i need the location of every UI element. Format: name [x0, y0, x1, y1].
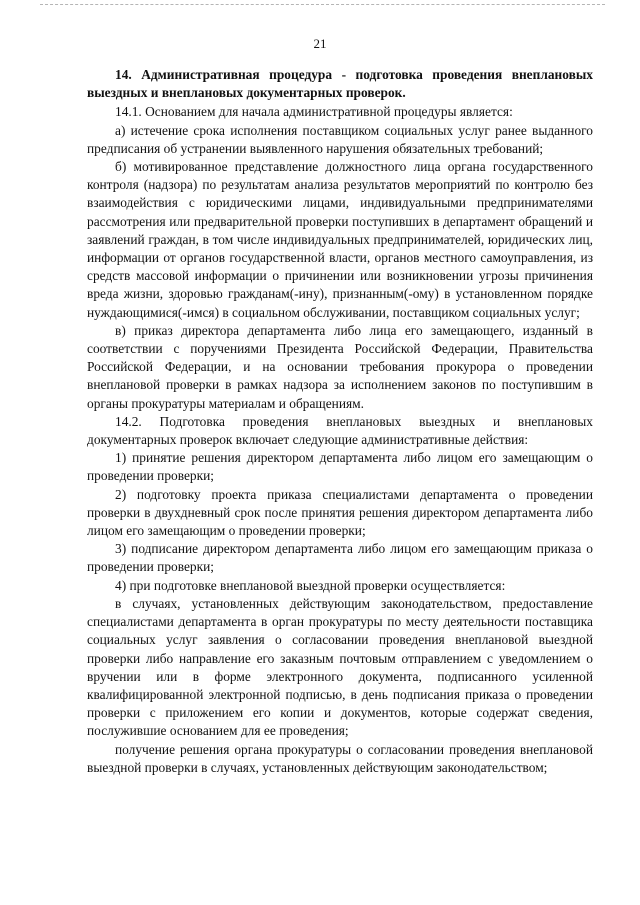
paragraph-action-2: 2) подготовку проекта приказа специалистами департамента о проведении проверки в двухдневный срок после принятия решения директором департамента либо лицом его замещающим о проведении проверки; [87, 486, 593, 539]
paragraph-14-2: 14.2. Подготовка проведения внеплановых выездных и внеплановых документарных проверок включает следующие административные действия: [87, 413, 593, 448]
paragraph-item-b: б) мотивированное представление должностного лица органа государственного контроля (надзора) по результатам анализа результатов мероприятий по контролю без взаимодействия с юридическими лицами, индивидуальными предпринимателями рассмотрения или предварительной проверки поступивших в департамент обращений и заявлений граждан, в том числе индивидуальных предпринимателей, юридических лиц, информации от органов государственной власти, органов местного самоуправления, из средств массовой информации о причинении или возникновении угрозы причинения вреда жизни, здоровью гражданам(-ину), признанным(-ому) в установленном порядке нуждающимися(-имся) в социальном обслуживании, поставщиком социальных услуг; [87, 159, 593, 320]
paragraph-action-4: 4) при подготовке внеплановой выездной проверки осуществляется: [115, 577, 506, 593]
scan-top-border [40, 4, 605, 5]
paragraph-item-v: в) приказ директора департамента либо лица его замещающего, изданный в соответствии с поручениями Президента Российской Федерации, Правительства Российской Федерации, и на основании требования прокурора о проведении внеплановой проверки в рамках надзора за исполнением законов по поступившим в органы прокуратуры материалам и обращениям. [87, 322, 593, 411]
paragraph-action-3: 3) подписание директором департамента либо лицом его замещающим приказа о проведении проверки; [87, 541, 593, 575]
page-number: 21 [313, 36, 327, 51]
paragraph-14-1: 14.1. Основанием для начала административной процедуры является: [115, 104, 513, 120]
paragraph-prosecutor-decision: получение решения органа прокуратуры о согласовании проведения внеплановой выездной проверки в случаях, установленных действующим законодательством; [87, 741, 593, 775]
paragraph-item-a: а) истечение срока исполнения поставщиком социальных услуг ранее выданного предписания об устранении выявленного нарушения обязательных требований; [87, 122, 593, 156]
paragraph-prosecutor-submission: в случаях, установленных действующим законодательством, предоставление специалистами департамента в орган прокуратуры по месту деятельности поставщика социальных услуг заявления о согласовании проведения внеплановой выездной проверки либо направление его заказным почтовым отправлением с уведомлением о вручении или в форме электронного документа, подписанного усиленной квалифицированной электронной подписью, в день подписания приказа о проведении проверки с приложением его копии и документов, которые содержат сведения, послужившие основанием для ее проведения; [87, 595, 593, 739]
section-heading: 14. Административная процедура - подготовка проведения внеплановых выездных и внеплановых документарных проверок. [87, 67, 593, 101]
paragraph-action-1: 1) принятие решения директором департамента либо лицом его замещающим о проведении проверки; [87, 450, 593, 484]
document-body [87, 66, 593, 777]
